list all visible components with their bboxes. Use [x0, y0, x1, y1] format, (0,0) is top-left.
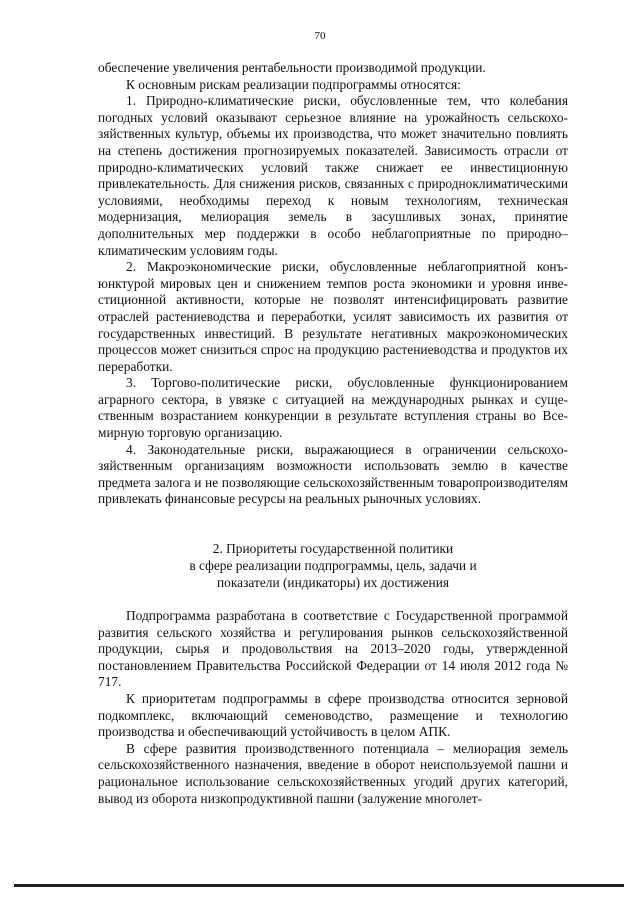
- paragraph-production-potential: В сфере развития производственного потенциала – мелиорация земель сельскохозяйственного назначения, введение в оборот неиспользуемой пашни и рациональное использование сельскохозяйственных угодий других категорий, вывод из оборота низкопродуктивной пашни (залужение многолет-: [98, 740, 568, 806]
- paragraph-continuation: обеспечение увеличения рентабельности производимой продукции.: [98, 60, 486, 75]
- section-heading-line: 2. Приоритеты государственной политики: [212, 541, 454, 556]
- paragraph-program-basis: Подпрограмма разработана в соответствие с Государственной программой развития сельского хозяйства и регулирования рынков сельскохозяйственной продукции, сырья и продовольствия на 2013–2020 годы, утвержденной постановлением Правительства Российской Федерации от 14 июля 2012 года № 717.: [98, 608, 568, 690]
- paragraph-risk-climate: 1. Природно-климатические риски, обусловленные тем, что колебания погодных условий оказывают серьезное влияние на урожайность сельскохозяйственных культур, объемы их производства, что может значительно повлиять на степень достижения прогнозируемых показателей. Зависимость отрасли от природно-климатических условий также снижает ее инвестиционную привлекательность. Для снижения рисков, связанных с природноклиматическими условиями, необходимы переход к новым технологиям, техническая модернизация, мелиорация земель в засушливых зонах, принятие дополнительных мер поддержки в особо неблагоприятные по природно–климатическим условиям годы.: [98, 93, 568, 258]
- paragraph-risk-macroeconomic: 2. Макроэкономические риски, обусловленные неблагоприятной конъюнктурой мировых цен и снижением темпов роста экономики и уровня инвестиционной активности, которые не позволят интенсифицировать развитие отраслей растениеводства и переработки, усилят зависимость их развития от государственных инвестиций. В результате негативных макроэкономических процессов может снизиться спрос на продукцию растениеводства и продуктов их переработки.: [98, 259, 568, 374]
- section-heading-line: в сфере реализации подпрограммы, цель, задачи и: [189, 558, 477, 574]
- paragraph-risk-trade-political: 3. Торгово-политические риски, обусловленные функционированием аграрного сектора, в увязке с ситуацией на международных рынках и существенным возрастанием конкуренции в результате вступления страны во Всемирную торговую организацию.: [98, 375, 568, 441]
- risks-section: [98, 60, 568, 508]
- priorities-section: [98, 608, 568, 807]
- paragraph-risks-intro: К основным рискам реализации подпрограммы относятся:: [126, 76, 461, 92]
- section-heading-line: показатели (индикаторы) их достижения: [216, 575, 450, 591]
- paragraph-production-priorities: К приоритетам подпрограммы в сфере производства относится зерновой подкомплекс, включающий семеноводство, размещение и технологию производства и обеспечивающий устойчивость в целом АПК.: [98, 690, 568, 740]
- paragraph-risk-legislative: 4. Законодательные риски, выражающиеся в ограничении сельскохозяйственным организациям возможности использовать землю в качестве предмета залога и не позволяющие сельскохозяйственным товаропроизводителям привлекать финансовые ресурсы на реальных рыночных условиях.: [98, 441, 568, 507]
- page-number: 70: [314, 30, 326, 42]
- section-heading: [98, 540, 568, 592]
- bottom-scan-border: [14, 884, 624, 887]
